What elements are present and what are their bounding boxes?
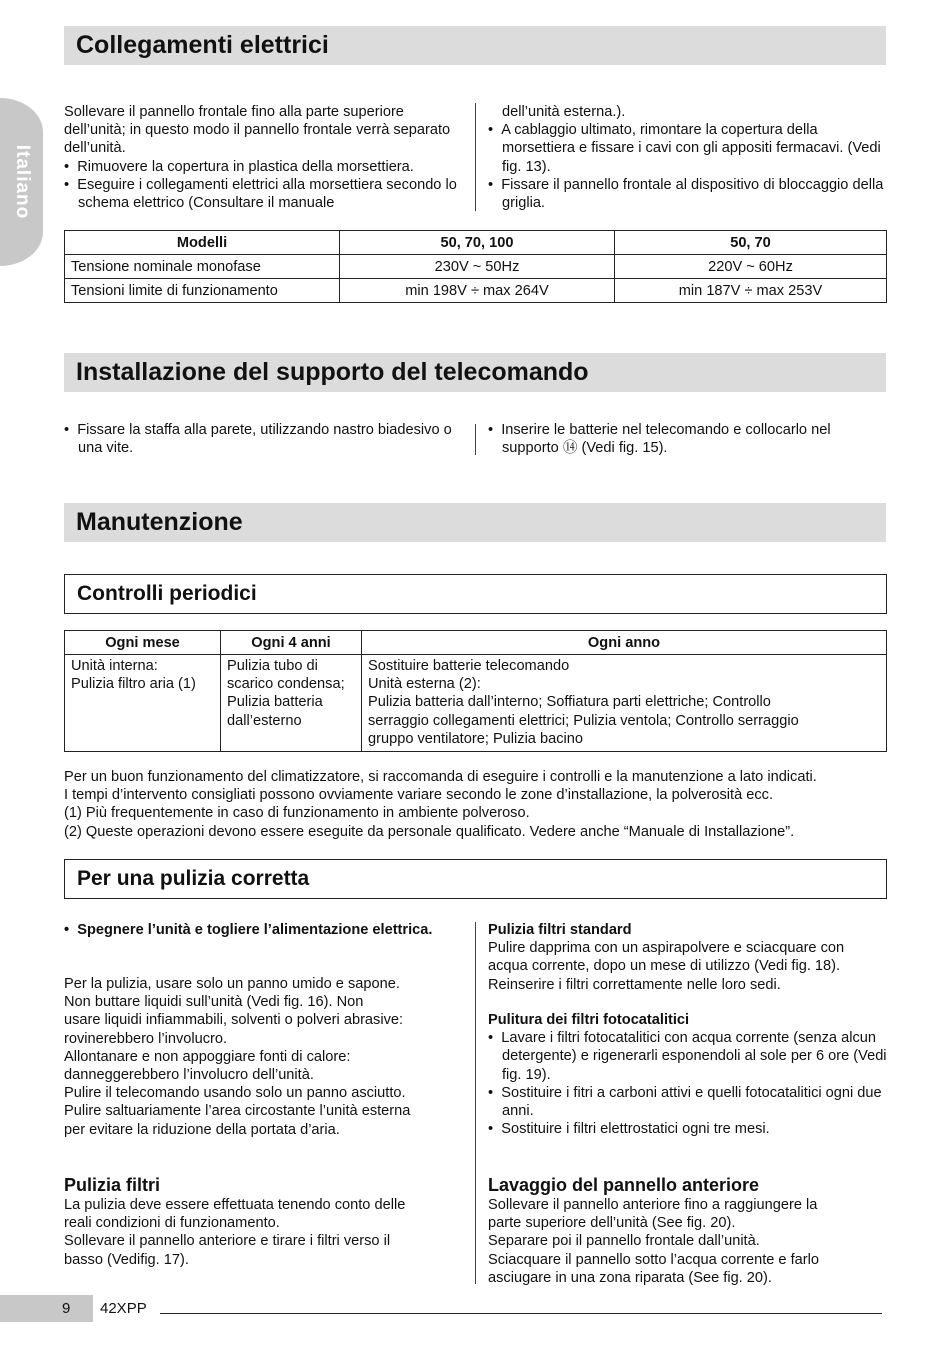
page-number: 9 — [62, 1300, 71, 1317]
section1-bullet: • Eseguire i collegamenti elettrici alla morsettiera secondo lo schema elettrico (Consultare il manuale — [64, 176, 457, 212]
section1-intro: Sollevare il pannello frontale fino alla parte superiore dell’unità; in questo modo il pannello frontale verrà separato dell’unità. — [64, 104, 451, 157]
filtri-standard-heading: Pulizia filtri standard — [488, 922, 632, 938]
maintenance-table — [64, 630, 887, 752]
table-header: 50, 70, 100 — [340, 231, 615, 255]
model-name: 42XPP — [100, 1300, 147, 1317]
subsection-title-controlli: Controlli periodici — [64, 574, 887, 614]
note-line: (1) Più frequentemente in caso di funzionamento in ambiente polveroso. — [64, 805, 530, 822]
section1-left-column — [64, 103, 459, 212]
note-line: I tempi d’intervento consigliati possono ovviamente variare secondo le zone d’installazione, la polverosità ecc. — [64, 787, 774, 804]
maintenance-notes — [64, 768, 894, 841]
pulizia-filtri-heading: Pulizia filtri — [64, 1175, 161, 1195]
table-cell: Pulizia tubo di scarico condensa; Pulizia batteria dall’esterno — [221, 655, 362, 752]
column-divider — [475, 922, 476, 1284]
note-line: Per un buon funzionamento del climatizzatore, si raccomanda di eseguire i controlli e la manutenzione a lato indicati. — [64, 769, 817, 785]
table-cell: min 187V ÷ max 253V — [615, 279, 887, 303]
table-header: Ogni anno — [362, 631, 887, 655]
section1-continuation: dell’unità esterna.). — [502, 104, 626, 120]
table-cell: min 198V ÷ max 264V — [340, 279, 615, 303]
note-line: (2) Queste operazioni devono essere eseguite da personale qualificato. Vedere anche “Manuale di Installazione”. — [64, 823, 795, 840]
section2-bullet: • Inserire le batterie nel telecomando e collocarlo nel supporto ⑭ (Vedi fig. 15). — [488, 422, 831, 457]
section2-right-column — [488, 421, 885, 457]
table-row — [65, 279, 887, 303]
table-cell: Sostituire batterie telecomando Unità esterna (2): Pulizia batteria dall’interno; Soffiatura parti elettriche; Controllo serraggio collegamenti elettrici; Pulizia ventola; Controllo serraggio gruppo ventilatore; Pulizia bacino — [362, 655, 887, 752]
table-cell: 220V ~ 60Hz — [615, 255, 887, 279]
warning-bullet: • Spegnere l’unità e togliere l’alimentazione elettrica. — [64, 922, 433, 938]
subsection-title-pulizia: Per una pulizia corretta — [64, 859, 887, 899]
table-header: 50, 70 — [615, 231, 887, 255]
filtri-standard-block: Pulizia filtri standard Pulire dapprima con un aspirapolvere e sciacquare con acqua corrente, dopo un mese di utilizzo (Vedi fig. 18). Reinserire i filtri correttamente nelle loro sedi. — [488, 921, 888, 994]
fotocatalitici-heading: Pulitura dei filtri fotocatalitici — [488, 1012, 690, 1028]
section-title-collegamenti: Collegamenti elettrici — [64, 26, 886, 65]
lavaggio-heading: Lavaggio del pannello anteriore — [488, 1175, 760, 1195]
table-row — [65, 255, 887, 279]
table-header: Ogni mese — [65, 631, 221, 655]
section-title-telecomando: Installazione del supporto del telecomando — [64, 353, 886, 392]
language-tab — [0, 98, 43, 266]
fotocatalitici-bullet: • Sostituire i fitri a carboni attivi e quelli fotocatalitici ogni due anni. — [488, 1084, 882, 1120]
table-cell: Tensione nominale monofase — [65, 255, 340, 279]
column-divider — [475, 103, 476, 211]
section2-bullet: • Fissare la staffa alla parete, utilizzando nastro biadesivo o una vite. — [64, 422, 452, 457]
table-header: Modelli — [65, 231, 340, 255]
section1-bullet: • Fissare il pannello frontale al dispositivo di bloccaggio della griglia. — [488, 176, 884, 212]
section1-bullet: • A cablaggio ultimato, rimontare la copertura della morsettiera e fissare i cavi con gli appositi fermacavi. (Vedi fig. 13). — [488, 122, 881, 175]
section2-left-column — [64, 421, 459, 457]
table-cell: 230V ~ 50Hz — [340, 255, 615, 279]
section1-right-column — [488, 103, 885, 212]
table-header: Ogni 4 anni — [221, 631, 362, 655]
table-row — [65, 655, 887, 752]
lavaggio-text: Sollevare il pannello anteriore fino a raggiungere la parte superiore dell’unità (See fig. 20). Separare poi il pannello frontale dall’unità. Sciacquare il pannello sotto l’acqua corrente e farlo asciugare in una zona riparata (See fig. 20). — [488, 1197, 819, 1286]
fotocatalitici-block — [488, 1011, 888, 1138]
column-divider — [475, 424, 476, 455]
table-cell: Tensioni limite di funzionamento — [65, 279, 340, 303]
page-number-box — [0, 1295, 93, 1322]
table-cell: Unità interna: Pulizia filtro aria (1) — [65, 655, 221, 752]
language-tab-label: Italiano — [11, 144, 33, 220]
cleaning-instructions: Per la pulizia, usare solo un panno umido e sapone. Non buttare liquidi sull’unità (Vedi fig. 16). Non usare liquidi infiammabili, solventi o polveri abrasive: rovinerebbero l’involucro. Allontanare e non appoggiare fonti di calore: danneggerebbero l’involucro dell’unità. Pulire il telecomando usando solo un panno asciutto. Pulire saltuariamente l’area circostante l’unità esterna per evitare la riduzione della portata d’aria. — [64, 976, 411, 1138]
fotocatalitici-bullet: • Sostituire i filtri elettrostatici ogni tre mesi. — [488, 1121, 770, 1138]
voltage-table — [64, 230, 887, 303]
pulizia-filtri-text: La pulizia deve essere effettuata tenendo conto delle reali condizioni di funzionamento. Sollevare il pannello anteriore e tirare i filtri verso il basso (Vedifig. 17). — [64, 1197, 406, 1268]
pulizia-left-column — [64, 921, 464, 939]
section-title-manutenzione: Manutenzione — [64, 503, 886, 542]
fotocatalitici-bullet: • Lavare i filtri fotocatalitici con acqua corrente (senza alcun detergente) e rigenerarli esponendoli al sole per 6 ore (Vedi fig. 19). — [488, 1030, 887, 1083]
section1-bullet: • Rimuovere la copertura in plastica della morsettiera. — [64, 158, 414, 175]
footer-rule — [160, 1313, 882, 1314]
